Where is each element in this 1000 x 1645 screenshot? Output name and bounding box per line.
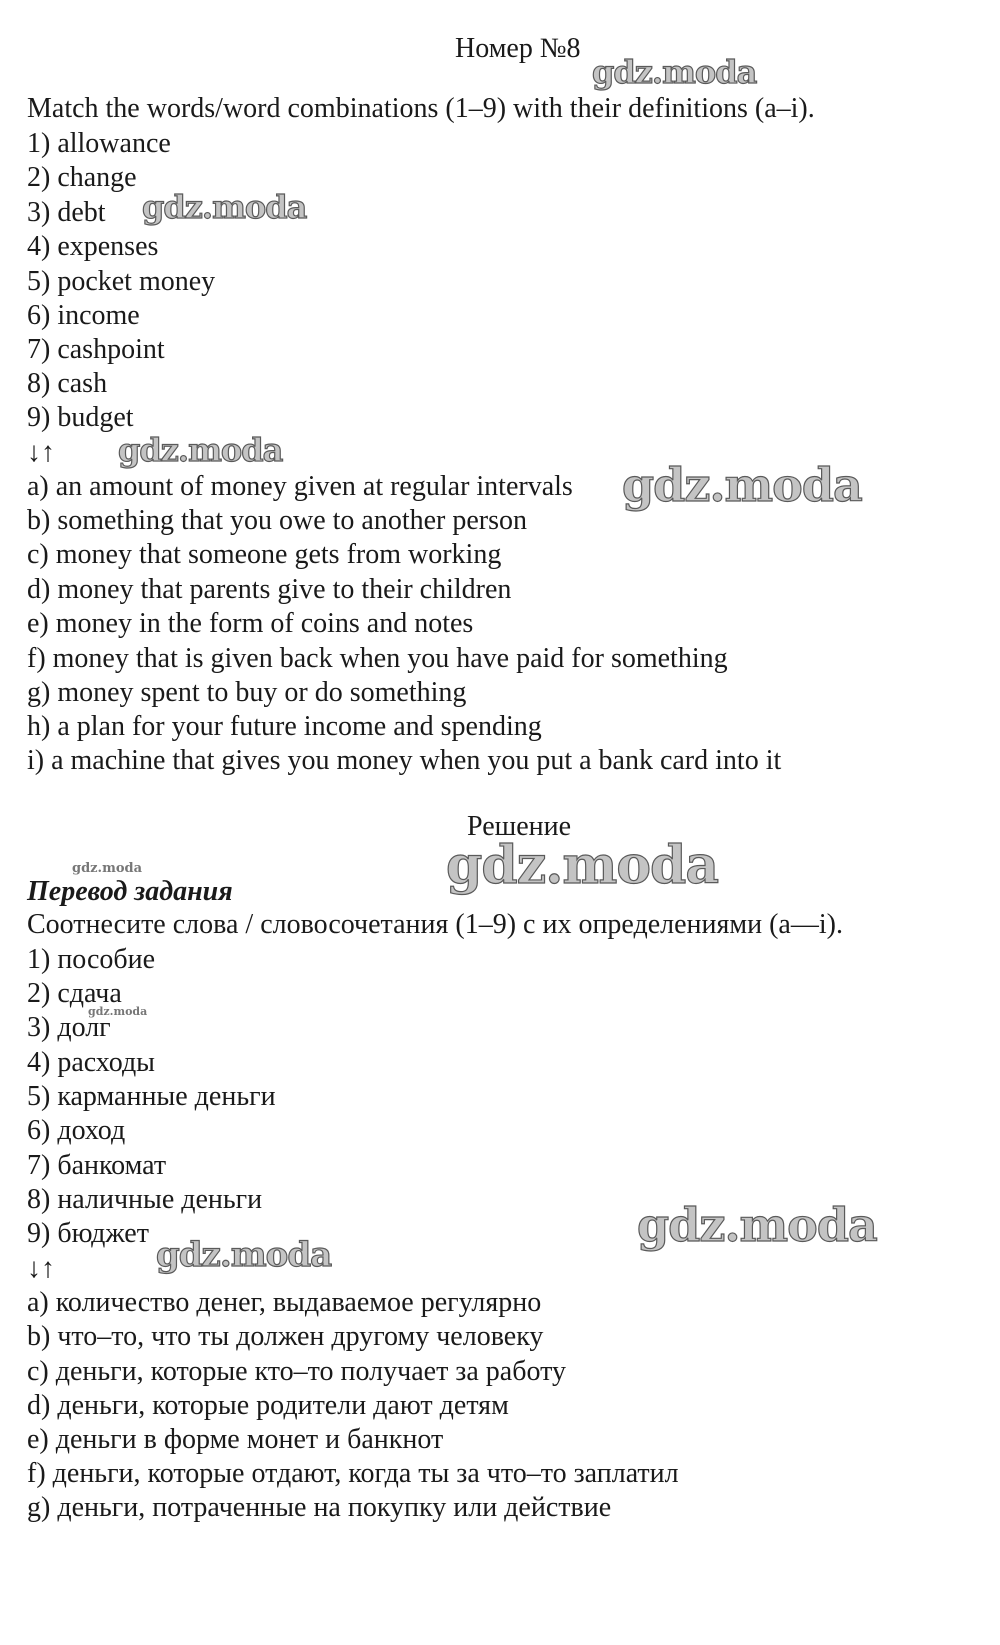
translated-word-item: 6) доход	[27, 1115, 126, 1146]
translated-definition-item: b) что–то, что ты должен другому человеку	[27, 1321, 544, 1352]
watermark: gdz.moda	[446, 835, 719, 896]
solution-heading: Решение	[467, 811, 572, 842]
translated-definition-item: d) деньги, которые родители дают детям	[27, 1390, 509, 1421]
definition-item: c) money that someone gets from working	[27, 539, 502, 570]
definition-item: e) money in the form of coins and notes	[27, 608, 474, 639]
translated-word-item: 5) карманные деньги	[27, 1081, 276, 1112]
watermark: gdz.moda	[637, 1198, 877, 1252]
watermark: gdz.moda	[88, 1005, 148, 1018]
translated-word-item: 7) банкомат	[27, 1150, 167, 1181]
translated-definition-item: f) деньги, которые отдают, когда ты за что–то заплатил	[27, 1458, 679, 1489]
translated-definition-item: e) деньги в форме монет и банкнот	[27, 1424, 444, 1455]
translated-definition-item: g) деньги, потраченные на покупку или действие	[27, 1492, 612, 1523]
watermark: gdz.moda	[622, 458, 862, 512]
watermark: gdz.moda	[156, 1235, 332, 1275]
definition-item: f) money that is given back when you have paid for something	[27, 643, 728, 674]
word-item: 4) expenses	[27, 231, 159, 262]
translated-word-item: 1) пособие	[27, 944, 156, 975]
translated-word-item: 9) бюджет	[27, 1218, 149, 1249]
word-item: 5) pocket money	[27, 266, 216, 297]
translated-definition-item: a) количество денег, выдаваемое регулярно	[27, 1287, 542, 1318]
word-item: 3) debt	[27, 197, 106, 228]
word-item: 9) budget	[27, 402, 134, 433]
word-item: 6) income	[27, 300, 140, 331]
definition-item: g) money spent to buy or do something	[27, 677, 467, 708]
definition-item: h) a plan for your future income and spending	[27, 711, 542, 742]
task-instruction: Match the words/word combinations (1–9) with their definitions (a–i).	[27, 93, 815, 124]
translation-heading: Перевод задания	[27, 876, 233, 907]
match-arrows: ↓↑	[27, 1253, 55, 1284]
translated-word-item: 4) расходы	[27, 1047, 155, 1078]
watermark: gdz.moda	[118, 431, 283, 469]
watermark: gdz.moda	[142, 188, 307, 226]
translated-word-item: 2) сдача	[27, 978, 122, 1009]
definition-item: d) money that parents give to their children	[27, 574, 512, 605]
watermark: gdz.moda	[72, 861, 143, 876]
translated-word-item: 3) долг	[27, 1012, 111, 1043]
word-item: 7) cashpoint	[27, 334, 165, 365]
definition-item: a) an amount of money given at regular intervals	[27, 471, 573, 502]
translated-definition-item: c) деньги, которые кто–то получает за работу	[27, 1356, 566, 1387]
translated-word-item: 8) наличные деньги	[27, 1184, 263, 1215]
word-item: 1) allowance	[27, 128, 171, 159]
word-item: 8) cash	[27, 368, 108, 399]
match-arrows: ↓↑	[27, 437, 55, 468]
translation-instruction: Соотнесите слова / словосочетания (1–9) с их определениями (а—i).	[27, 909, 843, 940]
word-item: 2) change	[27, 162, 137, 193]
watermark: gdz.moda	[592, 53, 757, 91]
page-title: Номер №8	[455, 33, 581, 64]
definition-item: b) something that you owe to another person	[27, 505, 528, 536]
definition-item: i) a machine that gives you money when you put a bank card into it	[27, 745, 782, 776]
